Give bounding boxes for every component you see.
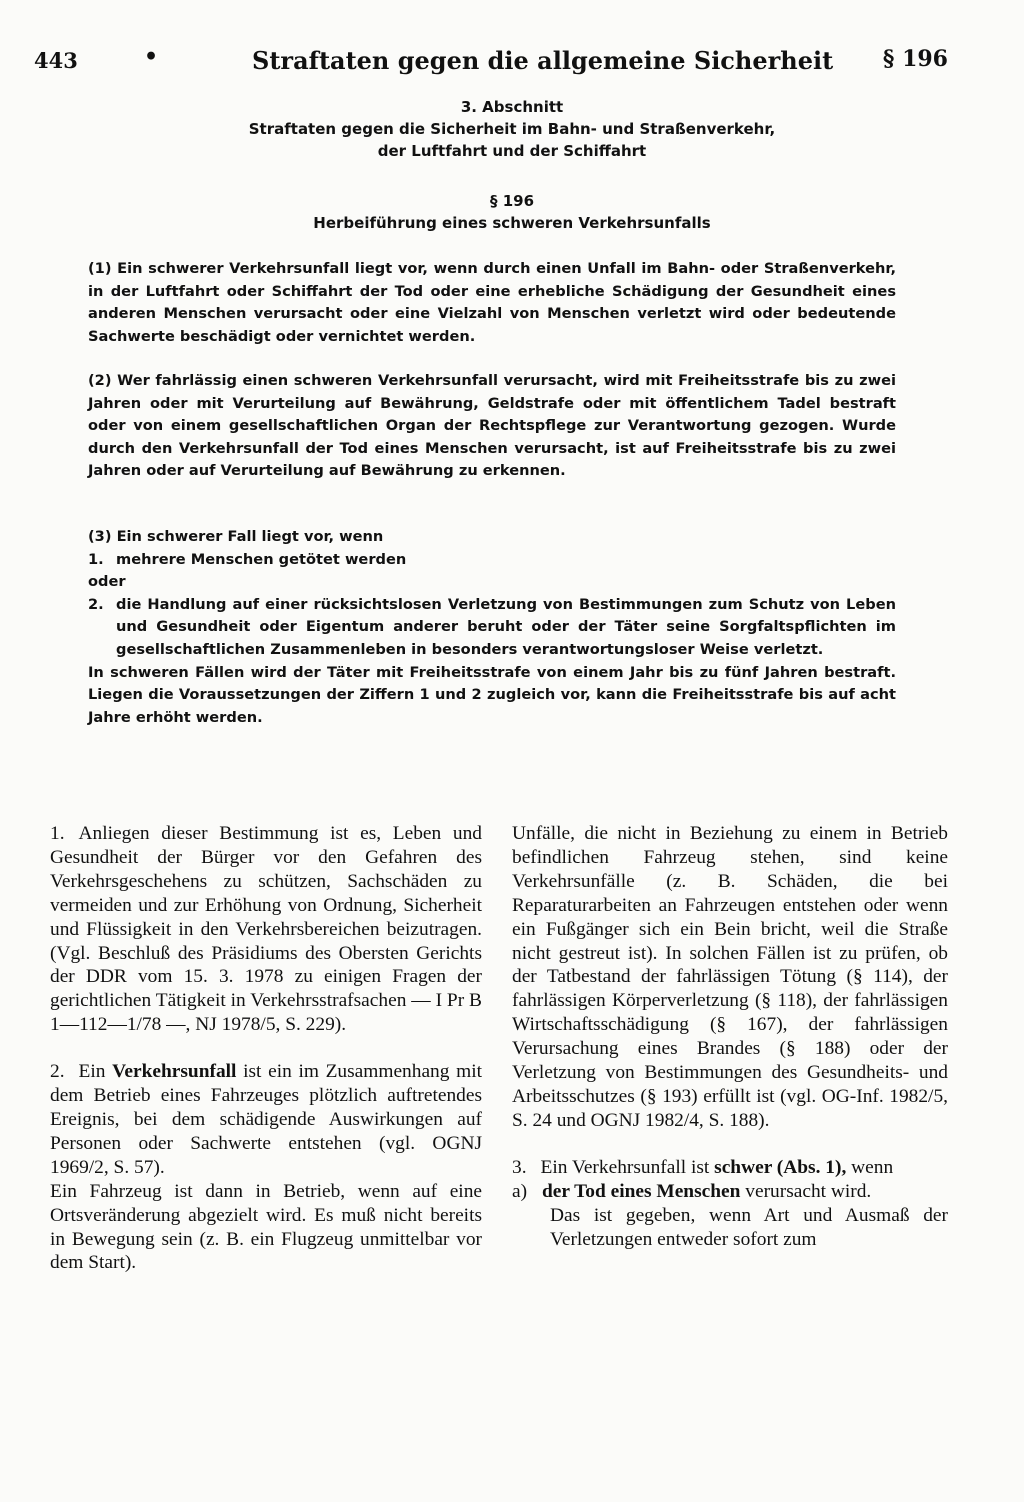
chapter-number: 3. Abschnitt — [460, 98, 564, 116]
note-2 — [50, 1060, 482, 1180]
paragraph-heading — [0, 190, 1024, 234]
note-text-pre: Ein — [78, 1061, 106, 1083]
statute-abs2-text: (2) Wer fahrlässig einen schweren Verkehrsunfall verursacht, wird mit Freiheitsstrafe bis zu zwei Jahren oder mit Verurteilung auf Bewährung, Geldstrafe oder mit öffentlichem Tadel bestraft oder von einem gesellschaftlichen Organ der Rechtspflege zur Verantwortung gezogen. Wurde durch den Verkehrsunfall der Tod eines Menschen verursacht, ist auf Freiheitsstrafe bis zu zwei Jahren oder auf Verurteilung auf Bewährung zu erkennen. — [88, 372, 896, 480]
item-number: 1. — [88, 550, 104, 568]
note-3 — [512, 1156, 948, 1180]
item-text: verursacht wird. — [745, 1180, 872, 1202]
item-text: die Handlung auf einer rücksichtslosen Verletzung von Bestimmungen zum Schutz von Leben und Gesundheit oder Eigentum anderer beruht oder der Täter seine Sorgfaltspflichten im gesellschaftlichen Zusammenleben in besonders verantwortungsloser Weise verletzt. — [116, 595, 896, 658]
item-marker: a) — [512, 1180, 528, 1202]
term-tod: der Tod eines Menschen — [542, 1180, 741, 1202]
note-number: 2. — [50, 1061, 65, 1083]
item-number: 2. — [88, 595, 104, 613]
chapter-title-line2: der Luftfahrt und der Schiffahrt — [377, 142, 647, 160]
note-text-pre: Ein Verkehrsunfall ist — [540, 1156, 710, 1178]
note-2-right-text: Unfälle, die nicht in Beziehung zu einem in Betrieb befindlichen Fahrzeug stehen, sind keine Verkehrsunfälle (z. B. Schäden, die bei Reparaturarbeiten an Fahrzeugen entstehen oder wenn ein Fußgänger sich ein Bein bricht, weil die Straße nicht gestreut ist). In solchen Fällen ist zu prüfen, ob der Tatbestand der fahrlässigen Tötung (§ 114), der fahrlässigen Körperverletzung (§ 118), der fahrlässigen Wirtschaftsschädigung (§ 167), der fahrlässigen Verursachung eines Brandes (§ 188) oder der Verletzung von Bestimmungen des Gesundheits- und Arbeitsschutzes (§ 193) erfüllt ist (vgl. OG-Inf. 1982/5, S. 24 und OGNJ 1982/4, S. 188). — [512, 823, 948, 1131]
note-3a — [512, 1180, 948, 1204]
statute-abs2 — [88, 370, 896, 483]
note-text: ist ein im Zusammenhang mit dem Betrieb eines Fahrzeuges plötzlich auftretendes Ereignis, bei dem schädigende Auswirkungen auf Personen oder Sachwerte entstehen (vgl. OGNJ 1969/2, S. 57). — [50, 1061, 482, 1178]
term-schwer: schwer (Abs. 1), — [714, 1156, 847, 1178]
commentary-left-column — [50, 822, 482, 1275]
statute-abs3-final: In schweren Fällen wird der Täter mit Freiheitsstrafe von einem Jahr bis zu fünf Jahren bestraft. Liegen die Voraussetzungen der Ziffern 1 und 2 zugleich vor, kann die Freiheitsstrafe bis auf acht Jahre erhöht werden. — [88, 663, 896, 726]
note-number: 1. — [50, 823, 65, 844]
term-verkehrsunfall: Verkehrsunfall — [112, 1061, 237, 1083]
running-title: Straftaten gegen die allgemeine Sicherheit — [252, 46, 834, 75]
chapter-heading — [0, 96, 1024, 162]
statute-abs1 — [88, 258, 896, 348]
note-text: Anliegen dieser Bestimmung ist es, Leben und Gesundheit der Bürger vor den Gefahren des Verkehrsgeschehens zu schützen, Sachschäden zu vermeiden und zur Erhöhung von Ordnung, Sicherheit und Flüssigkeit in den Verkehrsbereichen beizutragen. (Vgl. Beschluß des Präsidiums des Obersten Gerichts der DDR vom 15. 3. 1978 zu einigen Fragen der gerichtlichen Tätigkeit in Verkehrsstrafsachen — I Pr B 1—112—1/78 —, NJ 1978/5, S. 229). — [50, 823, 482, 1036]
note-3a-continuation: Das ist gegeben, wenn Art und Ausmaß der Verletzungen entweder sofort zum — [550, 1204, 948, 1250]
note-1 — [50, 822, 482, 1037]
chapter-title-line1: Straftaten gegen die Sicherheit im Bahn- und Straßenverkehr, — [248, 120, 776, 138]
header-dot: • — [144, 44, 159, 70]
statute-abs3 — [88, 526, 896, 729]
statute-abs1-text: (1) Ein schwerer Verkehrsunfall liegt vor, wenn durch einen Unfall im Bahn- oder Straßenverkehr, in der Luftfahrt oder Schiffahrt der Tod oder eine erhebliche Schädigung der Gesundheit eines anderen Menschen verursacht oder eine Vielzahl von Menschen verletzt wird oder bedeutende Sachwerte beschädigt oder vernichtet werden. — [88, 260, 896, 345]
section-number: § 196 — [882, 46, 948, 72]
note-text-post: wenn — [851, 1156, 894, 1178]
commentary-right-column — [512, 822, 948, 1251]
paragraph-title: Herbeiführung eines schweren Verkehrsunfalls — [313, 214, 711, 232]
paragraph-number: § 196 — [489, 192, 535, 210]
statute-abs3-item1 — [88, 549, 896, 572]
note-2-continuation: Ein Fahrzeug ist dann in Betrieb, wenn auf eine Ortsveränderung abgezielt wird. Es muß nicht bereits in Bewegung sein (z. B. ein Flugzeug unmittelbar vor dem Start). — [50, 1180, 482, 1274]
running-header — [34, 44, 948, 84]
note-number: 3. — [512, 1156, 527, 1178]
item-text: mehrere Menschen getötet werden — [116, 550, 407, 568]
page-number: 443 — [34, 48, 78, 73]
statute-abs3-intro: (3) Ein schwerer Fall liegt vor, wenn — [88, 528, 384, 545]
statute-abs3-oder: oder — [88, 573, 126, 591]
statute-abs3-item2 — [88, 594, 896, 662]
